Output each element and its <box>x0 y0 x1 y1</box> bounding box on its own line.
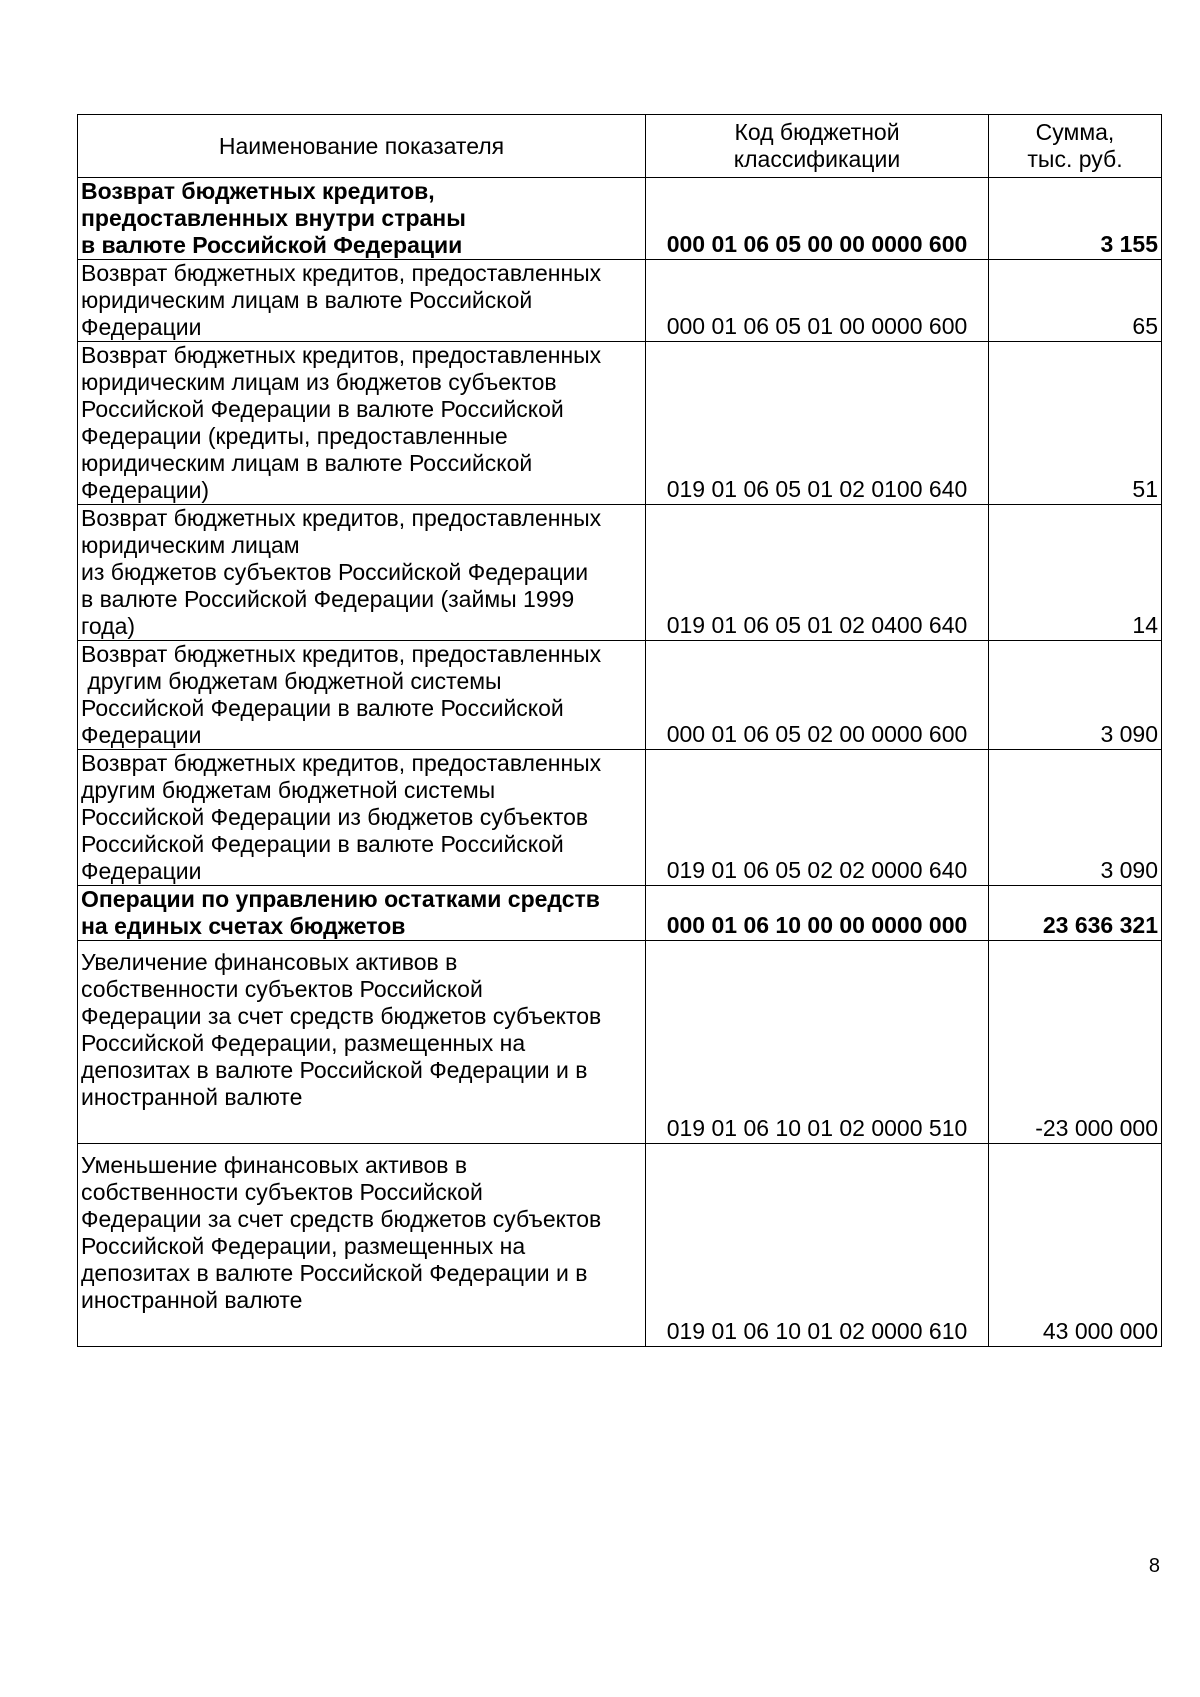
row-name-line: из бюджетов субъектов Российской Федерации <box>81 559 589 585</box>
header-code-line1: Код бюджетной <box>734 119 900 145</box>
row-name-line: Российской Федерации в валюте Российской <box>81 831 564 857</box>
row-sum-cell: 23 636 321 <box>989 886 1162 941</box>
row-name-cell <box>78 505 646 641</box>
row-name-cell <box>78 260 646 342</box>
row-name-cell <box>78 342 646 505</box>
page-number: 8 <box>1148 1555 1160 1577</box>
table-row <box>78 505 1162 641</box>
row-name-line: в валюте Российской Федерации (займы 1999 <box>81 586 575 612</box>
row-name-line: Российской Федерации в валюте Российской <box>81 695 564 721</box>
table-row <box>78 641 1162 750</box>
row-name-cell <box>78 750 646 886</box>
row-name-line: Федерации (кредиты, предоставленные <box>81 423 508 449</box>
row-name-line: юридическим лицам в валюте Российской <box>81 287 533 313</box>
budget-table <box>77 114 1162 1347</box>
row-name-line: Федерации <box>81 314 202 340</box>
table-row <box>78 260 1162 342</box>
row-code-cell: 000 01 06 10 00 00 0000 000 <box>646 886 989 941</box>
row-name-line: иностранной валюте <box>81 1287 303 1313</box>
header-code <box>646 115 989 178</box>
row-code-cell: 019 01 06 10 01 02 0000 610 <box>646 1144 989 1347</box>
row-code-cell: 019 01 06 05 01 02 0400 640 <box>646 505 989 641</box>
row-name-line: Возврат бюджетных кредитов, предоставленных <box>81 505 602 531</box>
header-sum-line2: тыс. руб. <box>1027 146 1123 172</box>
row-code-cell: 000 01 06 05 01 00 0000 600 <box>646 260 989 342</box>
row-code-cell: 000 01 06 05 02 00 0000 600 <box>646 641 989 750</box>
table-row <box>78 941 1162 1144</box>
row-name-line: Увеличение финансовых активов в <box>81 949 458 975</box>
table-body <box>78 178 1162 1347</box>
row-name-line: Российской Федерации в валюте Российской <box>81 396 564 422</box>
row-sum-cell: 14 <box>989 505 1162 641</box>
row-sum-cell: 3 090 <box>989 641 1162 750</box>
row-sum-cell: -23 000 000 <box>989 941 1162 1144</box>
row-name-cell <box>78 1144 646 1347</box>
row-sum-cell: 65 <box>989 260 1162 342</box>
row-name-line: депозитах в валюте Российской Федерации и в <box>81 1057 588 1083</box>
row-name-line: Возврат бюджетных кредитов, предоставленных <box>81 641 602 667</box>
row-code-cell: 000 01 06 05 00 00 0000 600 <box>646 178 989 260</box>
header-sum <box>989 115 1162 178</box>
row-name-line: Федерации <box>81 858 202 884</box>
row-name-line: собственности субъектов Российской <box>81 1179 483 1205</box>
row-name-line: Федерации за счет средств бюджетов субъектов <box>81 1206 602 1232</box>
row-name-line: Возврат бюджетных кредитов, предоставленных <box>81 342 602 368</box>
row-code-cell: 019 01 06 10 01 02 0000 510 <box>646 941 989 1144</box>
row-sum-cell: 3 090 <box>989 750 1162 886</box>
row-name-line: юридическим лицам <box>81 532 300 558</box>
row-name-line: Российской Федерации из бюджетов субъектов <box>81 804 589 830</box>
row-name-cell <box>78 941 646 1144</box>
row-name-line: другим бюджетам бюджетной системы <box>81 777 496 803</box>
row-name-line: Возврат бюджетных кредитов, предоставленных <box>81 750 602 776</box>
table-header-row <box>78 115 1162 178</box>
table-row <box>78 342 1162 505</box>
row-name-line: Российской Федерации, размещенных на <box>81 1030 526 1056</box>
row-sum-cell: 43 000 000 <box>989 1144 1162 1347</box>
header-name-text: Наименование показателя <box>218 132 505 159</box>
table-row <box>78 886 1162 941</box>
row-name-cell <box>78 886 646 941</box>
row-code-cell: 019 01 06 05 01 02 0100 640 <box>646 342 989 505</box>
row-name-line: юридическим лицам из бюджетов субъектов <box>81 369 557 395</box>
row-name-line: на единых счетах бюджетов <box>81 913 406 939</box>
row-name-line: депозитах в валюте Российской Федерации и в <box>81 1260 588 1286</box>
row-name-line: предоставленных внутри страны <box>81 205 466 231</box>
row-name-line: Возврат бюджетных кредитов, предоставленных <box>81 260 602 286</box>
header-name <box>78 115 646 178</box>
row-name-line: юридическим лицам в валюте Российской <box>81 450 533 476</box>
row-name-line: другим бюджетам бюджетной системы <box>81 668 502 694</box>
row-name-line: Российской Федерации, размещенных на <box>81 1233 526 1259</box>
header-sum-line1: Сумма, <box>1035 119 1115 145</box>
row-code-cell: 019 01 06 05 02 02 0000 640 <box>646 750 989 886</box>
row-name-line: собственности субъектов Российской <box>81 976 483 1002</box>
table-row <box>78 1144 1162 1347</box>
row-name-cell <box>78 641 646 750</box>
row-name-line: Операции по управлению остатками средств <box>81 886 600 912</box>
row-name-line: в валюте Российской Федерации <box>81 232 463 258</box>
table-row <box>78 178 1162 260</box>
row-name-line: Возврат бюджетных кредитов, <box>81 178 435 204</box>
row-name-cell <box>78 178 646 260</box>
row-name-line: Федерации <box>81 722 202 748</box>
header-code-line2: классификации <box>733 146 901 172</box>
row-name-line: года) <box>81 613 136 639</box>
row-name-line: Федерации) <box>81 477 210 503</box>
row-sum-cell: 51 <box>989 342 1162 505</box>
table-row <box>78 750 1162 886</box>
row-sum-cell: 3 155 <box>989 178 1162 260</box>
row-name-line: Федерации за счет средств бюджетов субъектов <box>81 1003 602 1029</box>
row-name-line: иностранной валюте <box>81 1084 303 1110</box>
row-name-line: Уменьшение финансовых активов в <box>81 1152 468 1178</box>
